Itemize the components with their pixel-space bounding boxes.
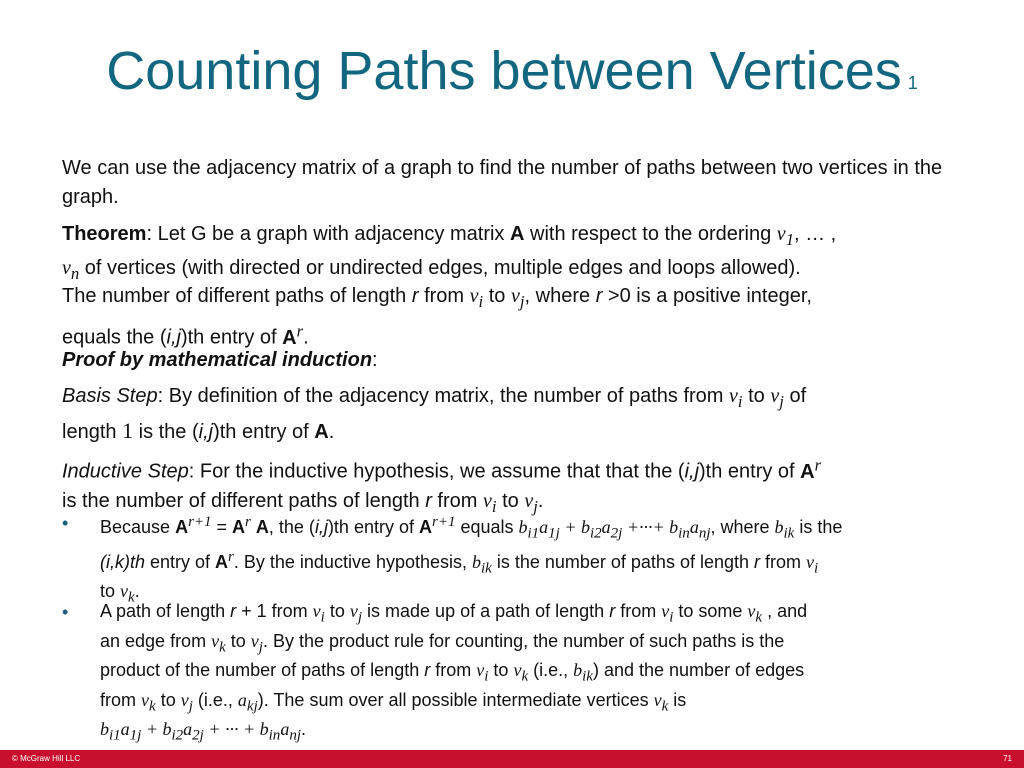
math-ij: i,j (198, 421, 214, 443)
footer-bar (0, 750, 1024, 768)
slide-title (0, 38, 1024, 116)
text: from (431, 489, 483, 512)
text: from (100, 689, 142, 710)
math-Ar: $A^r$ (232, 514, 251, 537)
proof-label: Proof by mathematical induction (62, 349, 373, 371)
math-r: r (425, 489, 432, 512)
title-text: Counting Paths between Vertices (106, 41, 902, 101)
math-vj: $v_j$ (524, 489, 538, 516)
math-r: r (411, 285, 419, 307)
math-vk: $v_k$ (747, 601, 763, 626)
bullet-2: A path of length r + 1 from $v_i$ to $v_j$ is made up of a path of length r from $v_i$ to some $v_k$ , and an edge from $v_k$ to $v_j$. By the product rule for counting, the number of such paths is the product of the number of paths of length r from $v_i$ to $v_k$ (i.e., $b_{ik}$) and the number of edges from $v_k$ to $v_j$ (i.e., $a_{kj}$). The sum over all possible intermediate vertices $v_k$ is $b_{i1}a_{1j} + b_{i2}a_{2j}$ + ··· + $b_{in}a_{nj}$. (100, 601, 808, 744)
math-vj: $v_j$ (770, 385, 784, 411)
intro-paragraph: We can use the adjacency matrix of a graph to find the number of paths between two vertices in the graph. (62, 157, 943, 208)
theorem-text: with respect to the ordering (524, 223, 777, 245)
basis-label: Basis Step (62, 385, 158, 407)
text: : For the inductive hypothesis, we assume that that the ( (188, 460, 685, 483)
text: to (230, 630, 246, 651)
math-ij: i,j (166, 326, 181, 349)
text: entry of (145, 551, 216, 572)
theorem-text: : Let G be a graph with adjacency matrix (146, 223, 510, 245)
text: The sum over all possible intermediate vertices (273, 689, 654, 710)
text: to (748, 385, 765, 407)
math-bik: $b_{ik}$ (472, 551, 492, 577)
math-vi: $v_i$ (476, 660, 489, 685)
text: Because (100, 517, 176, 537)
math-ij: i,j (684, 460, 700, 483)
text: from (760, 551, 807, 572)
math-vk: $v_k$ (141, 689, 156, 715)
math-akj: $a_{kj}$ (237, 689, 258, 715)
math-r: r (609, 601, 616, 621)
text: , the ( (268, 517, 315, 537)
text: to some (673, 601, 748, 621)
math-one: 1 (122, 418, 134, 443)
text: and the number of edges (603, 660, 805, 681)
math-sum-expr: $b_{i1}a_{1j} + b_{i2}a_{2j}$ +···+ $b_{in}a_{nj}$ (518, 517, 711, 542)
matrix-A: A (255, 517, 269, 537)
math-v1: $v_1$ (776, 223, 795, 249)
math-vi: $v_i$ (729, 385, 743, 411)
math-r: r (754, 551, 761, 572)
theorem-statement: The number of different paths of length r from $v_i$ to $v_j$, where r >0 is a positive integer, equals the (i,j)th entry of $A^r$. (62, 285, 812, 349)
copyright: © McGraw Hill LLC (12, 754, 81, 763)
text: of (783, 385, 807, 407)
text: : By definition of the adjacency matrix, the number of paths from (157, 385, 730, 407)
math-Ar: $A^r$ (800, 455, 822, 483)
text: is (668, 689, 687, 710)
math-vk: $v_k$ (653, 689, 669, 715)
math-vi: $v_i$ (483, 489, 497, 516)
page-number: 71 (1003, 754, 1012, 763)
math-Ar: $A^r$ (282, 321, 304, 349)
math-ij: i,j (314, 517, 328, 537)
text: from (615, 601, 662, 621)
text: is the number of paths of length (491, 551, 755, 572)
text: is made up of a path of length (362, 601, 610, 621)
text: , where (710, 517, 775, 537)
math-r: r (424, 660, 431, 681)
math-vk: $v_k$ (120, 581, 135, 606)
text: product of the number of paths of length (100, 660, 425, 681)
matrix-A: A (314, 421, 329, 443)
math-r: r (230, 601, 237, 621)
math-vk: $v_k$ (513, 660, 529, 685)
math-vj: $v_j$ (511, 285, 525, 311)
text: equals the ( (62, 326, 167, 349)
text: to (160, 689, 176, 710)
math-vi: $v_i$ (661, 601, 674, 626)
text: : (372, 349, 378, 371)
math-Ar1: $A^{r+1}$ (175, 514, 212, 537)
text: )th entry of (180, 326, 283, 349)
math-vi: $v_i$ (806, 551, 819, 577)
math-vj: $v_j$ (180, 689, 193, 715)
basis-paragraph (62, 382, 962, 447)
text: to (502, 489, 519, 512)
text: i.e., (203, 689, 238, 710)
theorem-paragraph (62, 220, 962, 288)
text: is the number of different paths of length (62, 489, 426, 512)
matrix-A: A (509, 223, 525, 245)
text: The number of different paths of length (62, 285, 412, 307)
text: . By the product rule for counting, the number of such paths is the (262, 630, 785, 651)
text: )th entry of (213, 421, 315, 443)
text: length (62, 421, 123, 443)
theorem-dots: , … , (794, 223, 837, 245)
text: to (100, 581, 121, 602)
math-Ar: $A^r$ (215, 548, 234, 572)
text: to (488, 285, 506, 307)
text: . (328, 421, 335, 443)
math-vn: $v_n$ (62, 257, 80, 283)
text: i.e., (539, 660, 574, 681)
text: )th entry of (699, 460, 801, 483)
math-bik: $b_{ik}$ (774, 517, 795, 542)
text: equals (455, 517, 519, 537)
math-r: r (595, 285, 603, 307)
theorem-text: of vertices (with directed or undirected edges, multiple edges and loops allowed). (79, 257, 801, 279)
text: )th entry of (327, 517, 419, 537)
math-bik: $b_{ik}$ (573, 660, 593, 685)
math-vk: $v_k$ (211, 630, 226, 656)
math-vi: $v_i$ (469, 285, 484, 311)
text: >0 is a positive integer, (602, 285, 812, 307)
math-vj: $v_j$ (250, 630, 263, 656)
bullet-1: Because $A^{r+1} = A^r$ A, the (i,j)th entry of $A^{r+1}$ equals $b_{i1}a_{1j} + b_{i2}a_{2j}$ +···+ $b_{in}a_{nj}$, where $b_{ik}$ is the (i,k)th entry of $A^r$. By the inductive hypothesis, $b_{ik}$ is the number of paths of length r from $v_i$ to $v_k$. (100, 514, 843, 606)
text: + 1 from (236, 601, 313, 621)
math-vj: $v_j$ (349, 601, 363, 626)
text: A path of length (100, 601, 231, 621)
text: from (430, 660, 477, 681)
proof-heading (62, 346, 962, 375)
text: is the (794, 517, 843, 537)
text: to (329, 601, 345, 621)
text: to (493, 660, 509, 681)
text: , where (524, 285, 596, 307)
text: from (418, 285, 470, 307)
math-ik: (i,k)th (100, 551, 145, 572)
bullet-icon: • (62, 602, 69, 622)
math-sum-expr: $b_{i1}a_{1j} + b_{i2}a_{2j}$ + ··· + $b_{in}a_{nj}$ (100, 719, 301, 744)
text: . By the inductive hypothesis, (233, 551, 473, 572)
math-vi: $v_i$ (312, 601, 325, 626)
text: is the ( (133, 421, 199, 443)
title-number: 1 (907, 73, 918, 93)
theorem-label: Theorem (62, 223, 147, 245)
math-Ar1: $A^{r+1}$ (418, 514, 456, 537)
inductive-paragraph: Inductive Step: For the inductive hypothesis, we assume that that the (i,j)th entry of $A^r$ is the number of different paths of length r from $v_i$ to $v_j$. (62, 455, 822, 516)
text: , and (762, 601, 808, 621)
text: an edge from (100, 630, 212, 651)
inductive-label: Inductive Step (62, 460, 189, 483)
bullet-icon: • (62, 513, 69, 533)
